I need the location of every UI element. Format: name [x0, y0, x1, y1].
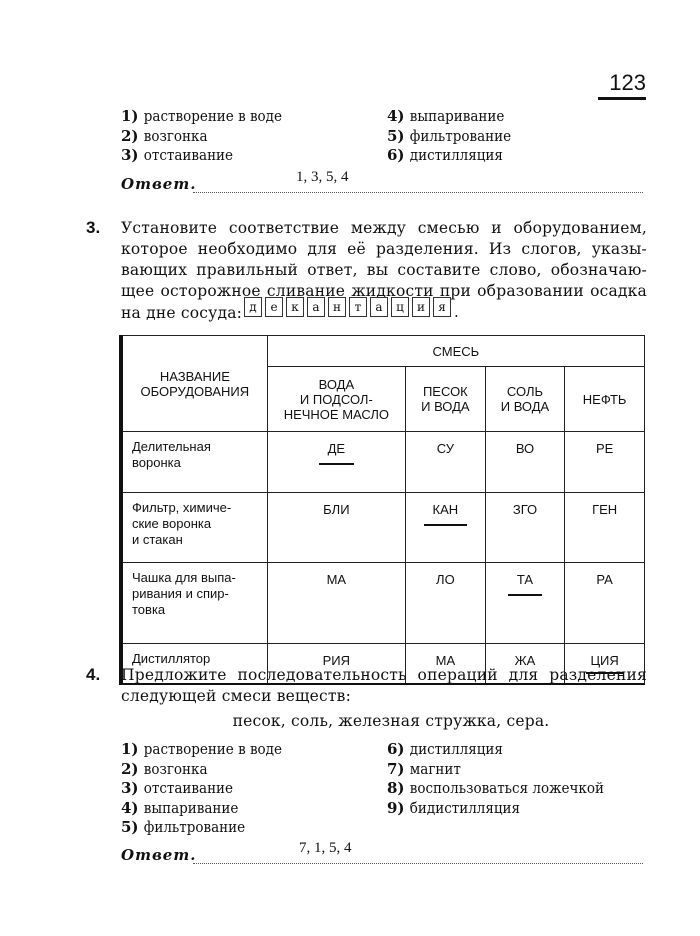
syllable: МА — [326, 572, 347, 587]
letter-box[interactable]: я — [433, 297, 451, 317]
option-item — [387, 760, 604, 780]
answer-value: 7, 1, 5, 4 — [299, 840, 352, 856]
letter-box[interactable]: к — [286, 297, 304, 317]
page-number: 123 — [598, 70, 646, 100]
option-text: бидистилляция — [409, 798, 521, 817]
task-text-line: вающих правильный ответ, вы составите слово, обозначаю- — [121, 261, 647, 279]
option-item — [121, 818, 282, 838]
equipment-name-text: Фильтр, химиче- ские воронка и стакан — [132, 500, 232, 547]
letter-box[interactable]: д — [244, 297, 262, 317]
option-number: 3) — [121, 779, 139, 797]
option-number: 9) — [387, 798, 405, 817]
answer-label: Ответ. — [121, 175, 197, 193]
option-text: фильтрование — [143, 818, 246, 836]
prev-answer-line — [121, 169, 643, 195]
option-text: фильтрование — [409, 126, 512, 145]
option-item — [387, 146, 511, 166]
syllable: ВО — [515, 441, 535, 456]
syllable: ЛО — [436, 572, 455, 587]
syllable: ГЕН — [592, 502, 618, 517]
syllable: ЗГО — [512, 502, 538, 517]
table-row — [121, 432, 645, 493]
option-text: возгонка — [143, 759, 208, 778]
task-text-line: следующей смеси веществ: — [121, 687, 352, 705]
mixture-name: НЕФТЬ — [582, 391, 627, 407]
option-number: 1) — [121, 107, 139, 125]
option-text: растворение в воде — [143, 107, 282, 125]
mixture-name: ВОДА И ПОДСОЛ- НЕЧНОЕ МАСЛО — [283, 376, 390, 422]
letter-box[interactable]: т — [349, 297, 367, 317]
syllable-cell — [485, 432, 564, 493]
task4-options-right — [387, 740, 604, 818]
equipment-name — [121, 563, 267, 644]
table-row — [121, 563, 645, 644]
option-item — [121, 107, 282, 127]
option-number: 3) — [121, 146, 139, 164]
option-item — [387, 127, 511, 147]
task-text-line: щее осторожное сливание жидкости при образовании осадка — [121, 282, 647, 300]
option-text: выпаривание — [143, 798, 239, 817]
option-number: 2) — [121, 126, 139, 145]
syllable: ЖА — [514, 653, 536, 668]
option-item — [121, 740, 282, 760]
task-text-line: которое необходимо для её разделения. Из слогов, указы- — [121, 240, 647, 258]
matching-table — [119, 335, 645, 685]
letter-box[interactable]: а — [370, 297, 388, 317]
equipment-header-text: НАЗВАНИЕ ОБОРУДОВАНИЯ — [140, 368, 250, 399]
option-number: 8) — [387, 779, 405, 797]
option-text: магнит — [409, 759, 461, 778]
equipment-name-text: Делительная воронка — [132, 439, 211, 470]
option-text: растворение в воде — [143, 740, 282, 758]
syllable: КАН — [424, 502, 468, 526]
option-item — [121, 799, 282, 819]
option-number: 5) — [121, 818, 139, 836]
syllable: РА — [596, 572, 613, 587]
option-item — [387, 740, 604, 760]
letter-box[interactable]: и — [412, 297, 430, 317]
option-number: 4) — [387, 107, 405, 125]
letter-box[interactable]: ц — [391, 297, 409, 317]
option-item — [387, 779, 604, 799]
option-item — [121, 127, 282, 147]
option-text: дистилляция — [409, 740, 503, 758]
syllable-cell — [267, 432, 405, 493]
equipment-name — [121, 432, 267, 493]
syllable-cell — [565, 563, 645, 644]
answer-dotted-line — [193, 863, 643, 864]
option-text: воспользоваться ложечкой — [409, 779, 604, 797]
option-text: выпаривание — [409, 107, 505, 125]
mixture-header: СМЕСЬ — [267, 336, 644, 367]
mixture-column-header — [405, 367, 485, 432]
syllable: БЛИ — [323, 502, 350, 517]
syllable-cell — [485, 563, 564, 644]
letter-box[interactable]: н — [328, 297, 346, 317]
task-text-line: Установите соответствие между смесью и оборудованием, — [121, 219, 647, 237]
syllable: РЕ — [595, 441, 614, 456]
option-number: 2) — [121, 759, 139, 778]
equipment-name-text: Чашка для выпа- ривания и спир- товка — [132, 570, 236, 617]
syllable-cell — [485, 493, 564, 563]
answer-label: Ответ. — [121, 846, 197, 864]
option-item — [121, 146, 282, 166]
syllable-cell — [565, 493, 645, 563]
answer-value: 1, 3, 5, 4 — [296, 169, 349, 185]
option-item — [121, 779, 282, 799]
syllable: РИЯ — [322, 653, 351, 668]
end-punctuation: . — [454, 303, 459, 321]
option-text: отстаивание — [143, 146, 234, 164]
task-number: 4. — [86, 665, 101, 684]
option-item — [121, 760, 282, 780]
mixture-column-header — [565, 367, 645, 432]
mixture-name: СОЛЬ И ВОДА — [500, 384, 550, 414]
syllable-cell — [267, 493, 405, 563]
mixture-column-header — [485, 367, 564, 432]
option-number: 7) — [387, 759, 405, 778]
task4-options-left — [121, 740, 282, 838]
syllable: ЦИЯ — [586, 653, 622, 674]
syllable-cell — [565, 432, 645, 493]
equipment-name — [121, 493, 267, 563]
option-number: 6) — [387, 146, 405, 164]
syllable-cell — [405, 432, 485, 493]
option-number: 4) — [121, 798, 139, 817]
option-item — [387, 799, 604, 819]
syllable: СУ — [436, 441, 454, 456]
syllable-cell — [405, 563, 485, 644]
letter-box[interactable]: е — [265, 297, 283, 317]
letter-box[interactable]: а — [307, 297, 325, 317]
task-text-line: на дне сосуда: — [121, 304, 243, 322]
syllable: ТА — [508, 572, 542, 596]
equipment-name-text: Дистиллятор — [132, 651, 211, 666]
mixture-column-header — [267, 367, 405, 432]
mixture-name: ПЕСОК И ВОДА — [421, 384, 470, 414]
prev-options-right — [387, 107, 511, 166]
option-text: возгонка — [143, 126, 208, 145]
option-text: дистилляция — [409, 146, 503, 164]
mixture-list: песок, соль, железная стружка, сера. — [232, 712, 550, 730]
prev-options-left — [121, 107, 282, 166]
table-row — [121, 493, 645, 563]
equipment-header — [121, 336, 267, 432]
syllable-cell — [405, 493, 485, 563]
option-number: 1) — [121, 740, 139, 758]
task-number: 3. — [86, 218, 101, 237]
syllable: ДЕ — [319, 441, 354, 465]
syllable: МА — [435, 653, 456, 668]
task4-answer-line — [121, 840, 643, 866]
option-text: отстаивание — [143, 779, 234, 797]
option-number: 6) — [387, 740, 405, 758]
answer-dotted-line — [193, 192, 643, 193]
option-item — [387, 107, 511, 127]
option-number: 5) — [387, 126, 405, 145]
answer-letter-boxes — [244, 297, 451, 317]
task-text-line: Предложите последовательность операций для разделения — [121, 666, 647, 684]
task-4 — [0, 664, 700, 710]
syllable-cell — [267, 563, 405, 644]
